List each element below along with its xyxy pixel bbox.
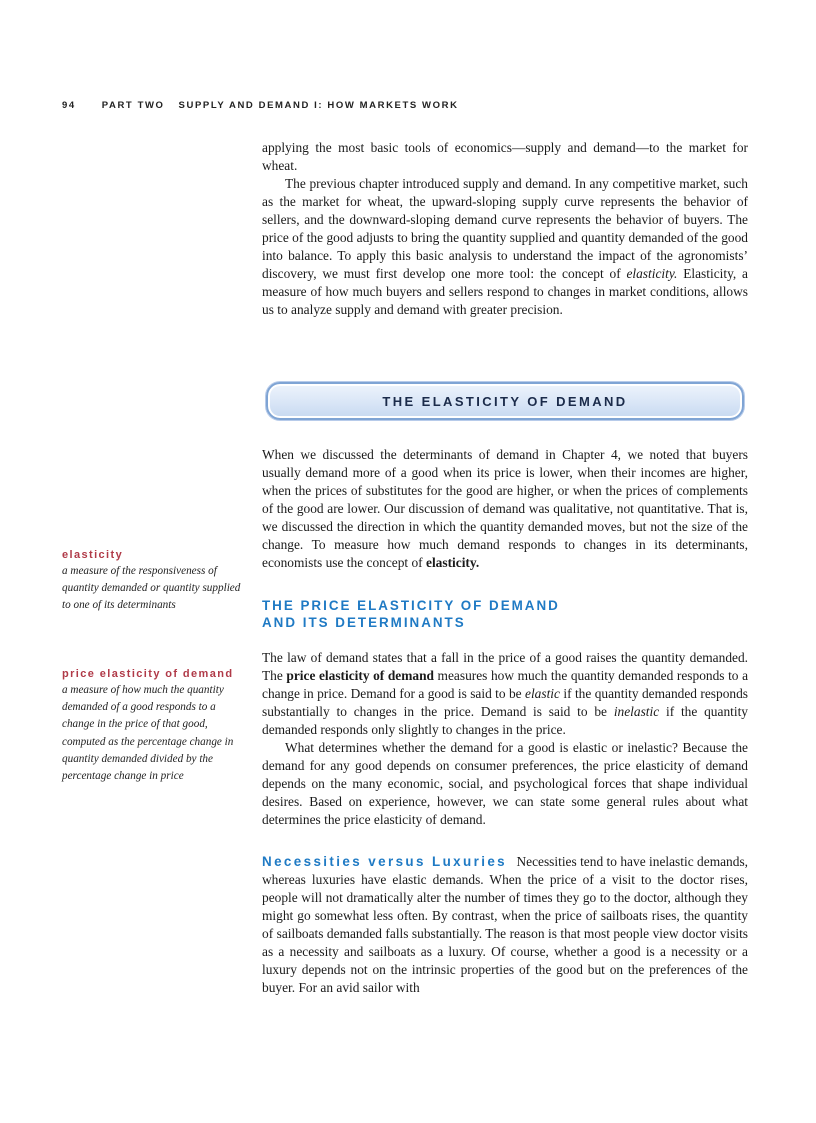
- section-heading: [262, 597, 748, 631]
- intro-p2-text-end: Elasticity, a measure of how much buyers and sellers respond to changes in market conditions, allows us to analyze supply and demand with greater precision.: [262, 266, 748, 317]
- banner-title: THE ELASTICITY OF DEMAND: [382, 393, 628, 409]
- part-label: PART TWO: [101, 100, 165, 111]
- law-p1-c: if the quantity demanded responds substantially to changes in the price. Demand is said to be: [262, 686, 748, 719]
- necessities-section: [262, 853, 748, 997]
- intro-p2-emphasis: elasticity.: [626, 266, 678, 281]
- margin-term: price elasticity of demand: [62, 668, 234, 680]
- demand-intro-paragraph: [262, 446, 748, 572]
- law-p1-b: measures how much the quantity demanded responds to a change in price. Demand for a good is said to be: [262, 668, 749, 701]
- margin-definition: a measure of the responsiveness of quantity demanded or quantity supplied to one of its determinants: [62, 565, 241, 612]
- margin-note-price-elasticity: [62, 667, 250, 785]
- law-p1-d: if the quantity demanded responds only slightly to changes in the price.: [262, 704, 749, 737]
- demand-intro-text: [262, 446, 748, 572]
- elastic-emphasis: elastic: [525, 686, 560, 701]
- necessities-heading: Necessities versus Luxuries: [262, 854, 508, 869]
- section-heading-line-2: AND ITS DETERMINANTS: [262, 615, 466, 630]
- margin-note-elasticity: [62, 548, 250, 615]
- demand-intro-body: When we discussed the determinants of demand in Chapter 4, we noted that buyers usually demand more of a good when its price is lower, when their incomes are higher, when the prices of substitutes for the good are higher, or when the prices of complements of the good are lower. Our discussion of demand was qualitative, not quantitative. That is, we discussed the direction in which the quantity demanded moves, but not the size of the change. To measure how much demand responds to changes in its determinants, economists use the concept of: [262, 447, 748, 570]
- necessities-paragraph: [262, 853, 748, 997]
- elasticity-term: elasticity.: [426, 555, 480, 570]
- ped-term: price elasticity of demand: [286, 668, 434, 683]
- page-number: 94: [62, 100, 76, 111]
- necessities-body: Necessities tend to have inelastic demands, whereas luxuries have elastic demands. When the price of a visit to the doctor rises, people will not dramatically alter the number of times they go to the doctor, although they might go somewhat less often. By contrast, when the price of sailboats rises, the quantity of sailboats demanded falls substantially. The reason is that most people view doctor visits as a necessity and sailboats as a luxury. Of course, whether a good is a necessity or a luxury depends not on the intrinsic properties of the good but on the preferences of the buyer. For an avid sailor with: [262, 854, 748, 995]
- law-p1-a: The law of demand states that a fall in the price of a good raises the quantity demanded. The: [262, 650, 748, 683]
- margin-term: elasticity: [62, 549, 124, 561]
- part-title: SUPPLY AND DEMAND I: HOW MARKETS WORK: [178, 100, 459, 111]
- law-paragraph-2: What determines whether the demand for a good is elastic or inelastic? Because the demand for any good depends on consumer preferences, the price elasticity of demand depends on the many economic, social, and psychological forces that shape individual desires. Based on experience, however, we can state some general rules about what determines the price elasticity of demand.: [262, 740, 748, 827]
- section-heading-line-1: THE PRICE ELASTICITY OF DEMAND: [262, 598, 560, 613]
- law-of-demand-text: [262, 649, 748, 829]
- law-paragraph-1: [262, 649, 748, 739]
- section-banner: [266, 382, 744, 420]
- intro-text: [262, 139, 748, 319]
- inelastic-emphasis: inelastic: [613, 704, 660, 719]
- margin-definition: a measure of how much the quantity demanded of a good responds to a change in the price of that good, computed as the percentage change in quantity demanded divided by the percentage change in price: [62, 684, 234, 783]
- running-head: [62, 100, 459, 111]
- intro-paragraph-1: applying the most basic tools of economics—supply and demand—to the market for wheat.: [262, 140, 748, 173]
- intro-p2-text: The previous chapter introduced supply and demand. In any competitive market, such as the market for wheat, the upward-sloping supply curve represents the behavior of sellers, and the downward-sloping demand curve represents the behavior of buyers. The price of the good adjusts to bring the quantity supplied and quantity demanded of the good into balance. To apply this basic analysis to understand the impact of the agronomists’ discovery, we must first develop one more tool: the concept of: [262, 176, 748, 281]
- intro-paragraph-2: [262, 175, 748, 319]
